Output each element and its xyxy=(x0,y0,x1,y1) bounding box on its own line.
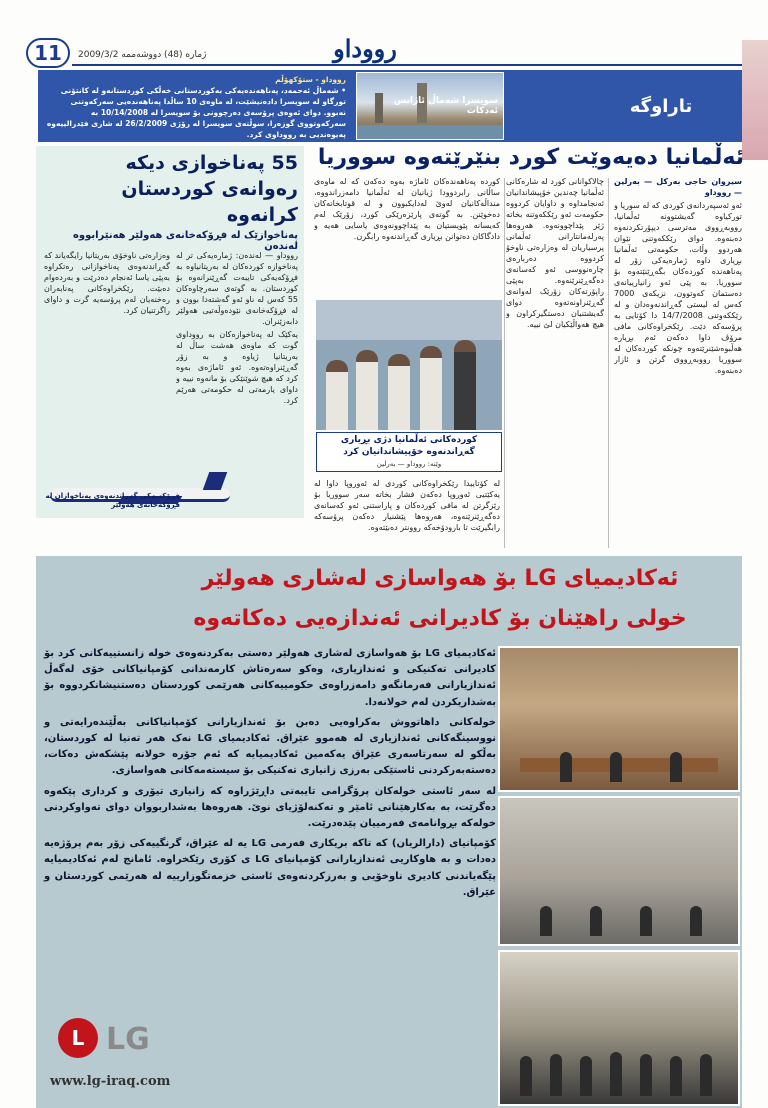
plane-caption: فڕۆکەیەکی گەڕاندنەوەی پەناخوازان لە فڕۆکەخانەی هەولێر xyxy=(45,492,180,509)
ad-paragraph: لە سەر ئاستی خولەکان پرۆگرامی تایبەتی داڕێژراوە کە زانیاری تیۆری و کرداری پێکەوە دەگرێت، بە بەکارهێنانی ئامێر و تەکنەلۆژیای نوێ. هەروەها بەشداربووان دوای تەواوکردنی خولەکە بڕوانامەی فەرمییان پێدەدرێت. xyxy=(44,785,496,830)
photo-person xyxy=(640,1054,652,1096)
side-decoration-photo xyxy=(742,40,768,160)
photo-caption-title: کوردەکانی ئەڵمانیا دژی بڕیاری گەڕاندنەوە خۆپیشاندانیان کرد xyxy=(340,435,478,457)
lg-logo-mark: L xyxy=(58,1018,98,1058)
protest-photo xyxy=(316,300,502,430)
protester-figure xyxy=(326,360,348,430)
article-paragraph: یەکێک لە پەناخوازەکان بە رووداوی گوت کە ماوەی هەشت ساڵ لە بەریتانیا ژیاوە و بە زۆر گەڕێنراوەتەوە. ئەو ئاماژەی بەوە کرد کە هیچ شوێنێکی بۆ مانەوە نییە و داوای یارمەتی لە حکومەتی هەرێم کرد. xyxy=(176,330,298,405)
article-paragraph: ئەو ئەسپەردانەی کوردی کە لە سوریا و تورکیاوە گەیشتوونە ئەڵمانیا، رووبەڕووی مەترسی دیپۆرتکردنەوە دەبنەوە. دوای رێککەوتنی نێوان هەردوو وڵات، حکومەتی ئەڵمانیا بڕیاری داوە ژمارەیەکی زۆر لە پەناهەندە کوردەکان بگەڕێنێتەوە بۆ سووریا. بە پێی ئەو زانیارییانەی دەستمان کەوتوون، نزیکەی 7000 کەس لە لیستی گەڕاندنەوەدان و لە رێککەوتنی 14/7/2008 دا کۆتایی بە پرۆسەکە دێت. رێکخراوەکانی مافی مرۆڤ داوا دەکەن ئەم بڕیارە هەڵبوەشێنرێتەوە چونکە کوردەکان لە سووریا رووبەڕووی گرتن و ئازار دەبنەوە. xyxy=(614,201,742,375)
photo-person xyxy=(610,1052,622,1096)
band-text-2: دوای ئەوەی پرۆسەی دەرچوونی بۆ سویسرا لە 10/14/2008 بە سەرکەوتووی گوزەرا، سوڵتەی سویسرا لە رۆژی 26/2/2009 لە شاری فێدرالییەوە پەیوەندیی بە رووداوی کرد. xyxy=(46,108,346,139)
band-text-1: • شەماڵ ئەحمەد، پەناهەندەیەکی بەکوردستانی خەڵکی کوردستانەو لە کانتۆنی تورگاو لە سویسرا دادەنیشێت، لە ماوەی 10 ساڵدا پەناهەندەیی سەرکەوتنی نەبوو. xyxy=(60,86,346,117)
header-band-text xyxy=(46,74,346,140)
photo-person xyxy=(670,1056,682,1096)
refugees-subhead: پەناخوازێک لە فڕۆکەخانەی هەولێر هەنێرابووە لەندەن xyxy=(72,230,298,252)
photo-person xyxy=(550,1054,562,1096)
ad-headline-1: ئەکادیمیای LG بۆ هەواسازی لەشاری هەولێر xyxy=(201,566,679,591)
photo-person xyxy=(670,752,682,782)
article-paragraph: چالاکوانانی کورد لە شارەکانی ئەڵمانیا چەندین خۆپیشاندانیان ئەنجامداوە و داوایان کردووە حکومەت ئەو رێککەوتنە بخاتە ژێر پێداچوونەوە. هەروەها پەرلەمانتارانی ئەڵمانی پرسیاریان لە وەزارەتی ناوخۆ کردووە دەربارەی چارەنووسی ئەو کەسانەی دەگەڕێنرێنەوە. بەپێی راپۆرتەکان زۆرێک لەوانەی گەڕێنراونەتەوە دوای گەیشتنیان دەستگیرکراون و هیچ هەواڵێکیان لێ نییە. xyxy=(506,177,604,329)
article-paragraph: لە کۆتاییدا رێکخراوەکانی کوردی لە ئەوروپا داوا لە یەکێتیی ئەوروپا دەکەن فشار بخاتە سەر سووریا بۆ رێزگرتن لە مافی کوردەکان و پاراستنی ئەو کەسانەی دەگەڕێنرێنەوە، هەروەها پێشنیار دەکەن پرۆسەکە رابگیرێت تا بارودۆخەکە روونتر دەبێتەوە. xyxy=(314,479,500,532)
photo-person xyxy=(640,906,652,936)
column-rule xyxy=(608,178,609,548)
photo-sky xyxy=(316,300,502,340)
section-title: تاراوگە xyxy=(629,96,693,117)
header-photo-caption: سویسرا شەماڵ ئاژانس ئەدکات xyxy=(393,96,498,116)
article-column-2 xyxy=(506,176,604,548)
photo-lake xyxy=(357,125,503,139)
group-photo xyxy=(498,950,740,1106)
photo-person xyxy=(540,906,552,936)
article-paragraph: وەزارەتی ناوخۆی بەریتانیا رایگەیاند کە گەڕاندنەوەی پەناخوازانی رەتکراوە بەپێی یاسا ئەنجام دەدرێت و بەردەوام دەبێت. رێکخراوەکانی پەنابەران رەخنەیان لەم پرۆسەیە گرت و داوای راگرتنیان کرد. xyxy=(44,251,170,315)
photo-person xyxy=(580,1056,592,1096)
ad-paragraph: کۆمپانیای (دارالریان) کە تاکە بریکاری فەرمی LG یە لە عێراق، گرنگییەکی زۆر بەم پرۆژەیە دەدات و بە هاوکاریی ئەندازیارانی کۆمپانیای LG ی کۆری رێکخراوە. ئامانج لەم ئەکادیمیایە پێگەیاندنی کادیری ناوخۆیی و بەرزکردنەوەی ئاستی خزمەتگوزارییە لە هەرێمی کوردستان و عێراق. xyxy=(44,838,496,898)
ad-paragraph: خولەکانی داهاتووش بەکراوەیی دەبن بۆ ئەندازیارانی کۆمپانیاکانی بەڵێندەرایەتی و نووسینگەکانی ئەندازیاری لە هەموو عێراق. ئەکادیمیای LG نەک هەر تەنیا لە کوردستان، بەڵکو لە سەرتاسەری عێراق یەکەمین ئەکادیمیایە کە ئەم جۆرە خولانە پێشکەش دەکات، دەستەبەرکردنی ئاستێکی بەرزی زانیاری تەکنیکی بۆ سیستەمەکانی هەواسازی. xyxy=(44,716,496,777)
ad-headline-2: خولی راهێنان بۆ کادیرانی ئەندازەیی دەکاتەوە xyxy=(193,606,687,631)
issue-info: ژمارە (48) دووشەممە 2009/3/2 xyxy=(78,50,207,60)
photo-person xyxy=(610,752,622,782)
photo-person xyxy=(700,1054,712,1096)
article-column-4 xyxy=(314,478,500,548)
article-paragraph: کوردە پەناهەندەکان ئاماژە بەوە دەکەن کە لە ماوەی ساڵانی رابردوودا ژیانیان لە ئەڵمانیا دامەزراندووە، منداڵەکانیان لەوێ لەدایکبوون و لە قوتابخانەکان دەخوێنن. بە گوتەی پارێزەرێکی کورد، زۆرێک لەم کەیسانە پێویستیان بە پێداچوونەوەی یاسایی هەیە و دادگاکان دەتوانن بڕیاری گەڕاندنەوە رابگرن. xyxy=(314,177,500,241)
classroom-photo xyxy=(498,646,740,792)
main-headline: ئەڵمانیا دەیەوێت کورد بنێرێتەوە سووریا xyxy=(317,145,744,170)
lab-photo xyxy=(498,796,740,946)
page-number: 11 xyxy=(26,38,70,68)
protester-figure xyxy=(420,346,442,430)
column-rule xyxy=(504,178,505,548)
article-column-3 xyxy=(314,176,500,296)
protester-figure xyxy=(454,340,476,430)
protester-figure xyxy=(388,354,410,430)
article-paragraph: رووداو — لەندەن: ژمارەیەکی تر لە پەناخوازە کوردەکان لە بەریتانیاوە بە فڕۆکەیەکی تایبەت گەڕێنرانەوە بۆ کوردستان. بە گوتەی سەرچاوەکان 55 کەس لە ناو ئەو گەشتەدا بوون و لە فڕۆکەخانەی نێودەوڵەتیی هەولێر دابەزێنران. xyxy=(176,251,298,326)
article-byline: سیروان حاجی بەرکل — بەرلین — رووداو xyxy=(614,177,742,197)
ad-body xyxy=(44,646,496,905)
photo-person xyxy=(590,906,602,936)
refugees-column-1 xyxy=(176,250,298,470)
article-column-1 xyxy=(614,176,742,548)
photo-caption-sub: وێنە: رووداو — بەرلین xyxy=(376,460,442,468)
band-byline: رووداو - ستۆکهۆڵم xyxy=(275,75,346,84)
lg-website[interactable]: www.lg-iraq.com xyxy=(50,1074,171,1089)
refugees-headline: 55 پەناخوازی دیکە رەوانەی کوردستان کرانەوە xyxy=(121,152,298,226)
masthead: رووداو xyxy=(333,34,397,63)
photo-person xyxy=(560,752,572,782)
protester-figure xyxy=(356,350,378,430)
photo-person xyxy=(690,906,702,936)
ad-paragraph: ئەکادیمیای LG بۆ هەواسازی لەشاری هەولێر دەستی بەکردنەوەی خولە زانستییەکانی کرد بۆ کادیرانی تەکنیکی و ئەندازیاری، وەکو سەرەتاش کارمەندانی کۆمپانیاکانی خۆی لەگەڵ ئەندازیارانی فەرمانگەو دامەزراوەی حکومییەکانی هەرێمی کوردستان دەستنیشانکردووە بۆ بەشداریکردن لەم خولانەدا. xyxy=(44,648,497,708)
refugees-column-2 xyxy=(44,250,170,468)
photo-person xyxy=(520,1056,532,1096)
lg-logo-word: LG xyxy=(106,1022,150,1057)
lg-logo xyxy=(58,1010,178,1070)
header-rule xyxy=(72,64,742,66)
